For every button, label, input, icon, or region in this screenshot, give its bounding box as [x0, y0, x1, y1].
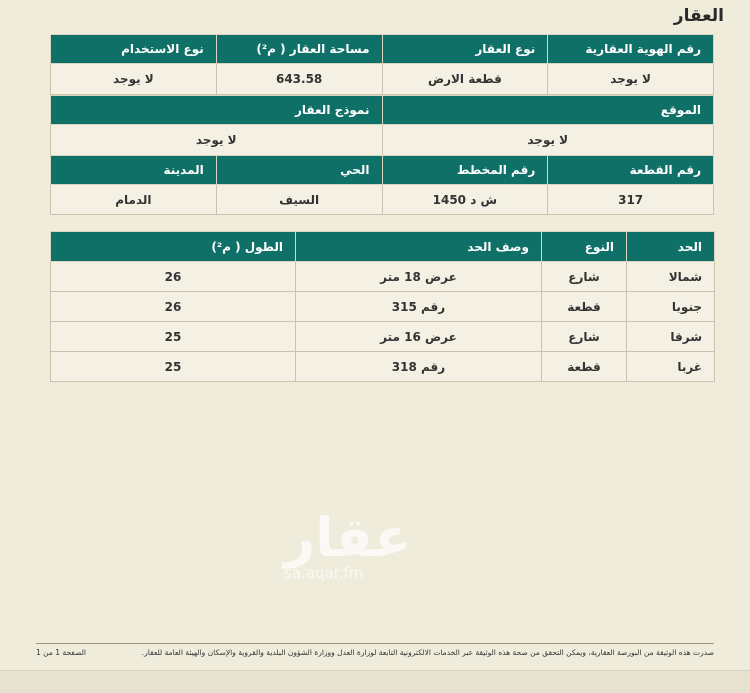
value-location: لا يوجد: [382, 125, 714, 156]
header-location: الموقع: [382, 96, 714, 125]
header-boundary-description: وصف الحد: [296, 232, 542, 262]
footer-note: صدرت هذه الوثيقة من البورصة العقارية، ويمكن التحقق من صحة هذه الوثيقة عبر الخدمات الالكترونية التابعة لوزارة العدل ووزارة الشؤون البلدية والقروية والإسكان والهيئة العامة للعقار.: [141, 648, 714, 657]
page-title: العقار: [673, 6, 724, 26]
boundary-direction: غربا: [627, 352, 715, 382]
header-property-type: نوع العقار: [382, 35, 548, 64]
header-plot-number: رقم القطعة: [548, 156, 714, 185]
location-table: [50, 95, 714, 156]
table-row: [51, 292, 715, 322]
header-property-area: مساحة العقار ( م²): [216, 35, 382, 64]
value-property-id: لا يوجد: [548, 64, 714, 95]
value-plot-number: 317: [548, 185, 714, 215]
value-usage-type: لا يوجد: [51, 64, 217, 95]
boundary-length: 26: [51, 262, 296, 292]
table-row: [51, 262, 715, 292]
value-property-area: 643.58: [216, 64, 382, 95]
table-header-row: [51, 232, 715, 262]
table-row: [51, 185, 714, 215]
boundary-description: عرض 16 متر: [296, 322, 542, 352]
boundary-length: 25: [51, 322, 296, 352]
header-boundary: الحد: [627, 232, 715, 262]
watermark-url: sa.aqar.fm: [284, 564, 364, 582]
footer-divider: [36, 643, 714, 644]
boundary-type: شارع: [542, 262, 627, 292]
boundary-description: عرض 18 متر: [296, 262, 542, 292]
value-plan-number: ش د 1450: [382, 185, 548, 215]
watermark-logo: عقار: [284, 506, 412, 569]
boundary-direction: شرقا: [627, 322, 715, 352]
footer: [36, 648, 714, 657]
header-district: الحي: [216, 156, 382, 185]
boundary-description: رقم 318: [296, 352, 542, 382]
header-boundary-length: الطول ( م²): [51, 232, 296, 262]
value-city: الدمام: [51, 185, 217, 215]
header-plan-number: رقم المخطط: [382, 156, 548, 185]
table-header-row: [51, 96, 714, 125]
table-header-row: [51, 35, 714, 64]
boundary-type: شارع: [542, 322, 627, 352]
value-property-model: لا يوجد: [51, 125, 383, 156]
table-row: [51, 64, 714, 95]
boundary-direction: جنوبا: [627, 292, 715, 322]
boundary-length: 25: [51, 352, 296, 382]
table-row: [51, 125, 714, 156]
page-number: الصفحة 1 من 1: [36, 648, 86, 657]
header-property-model: نموذج العقار: [51, 96, 383, 125]
boundary-type: قطعة: [542, 352, 627, 382]
boundary-description: رقم 315: [296, 292, 542, 322]
header-city: المدينة: [51, 156, 217, 185]
table-row: [51, 322, 715, 352]
table-header-row: [51, 156, 714, 185]
value-property-type: قطعة الارض: [382, 64, 548, 95]
table-row: [51, 352, 715, 382]
header-usage-type: نوع الاستخدام: [51, 35, 217, 64]
aqar-watermark: [284, 506, 412, 582]
boundaries-table: [50, 231, 715, 382]
plot-table: [50, 155, 714, 215]
bottom-band: [0, 670, 750, 693]
boundary-type: قطعة: [542, 292, 627, 322]
boundary-length: 26: [51, 292, 296, 322]
value-district: السيف: [216, 185, 382, 215]
property-info-table: [50, 34, 714, 95]
header-boundary-type: النوع: [542, 232, 627, 262]
boundary-direction: شمالا: [627, 262, 715, 292]
header-property-id: رقم الهوية العقارية: [548, 35, 714, 64]
